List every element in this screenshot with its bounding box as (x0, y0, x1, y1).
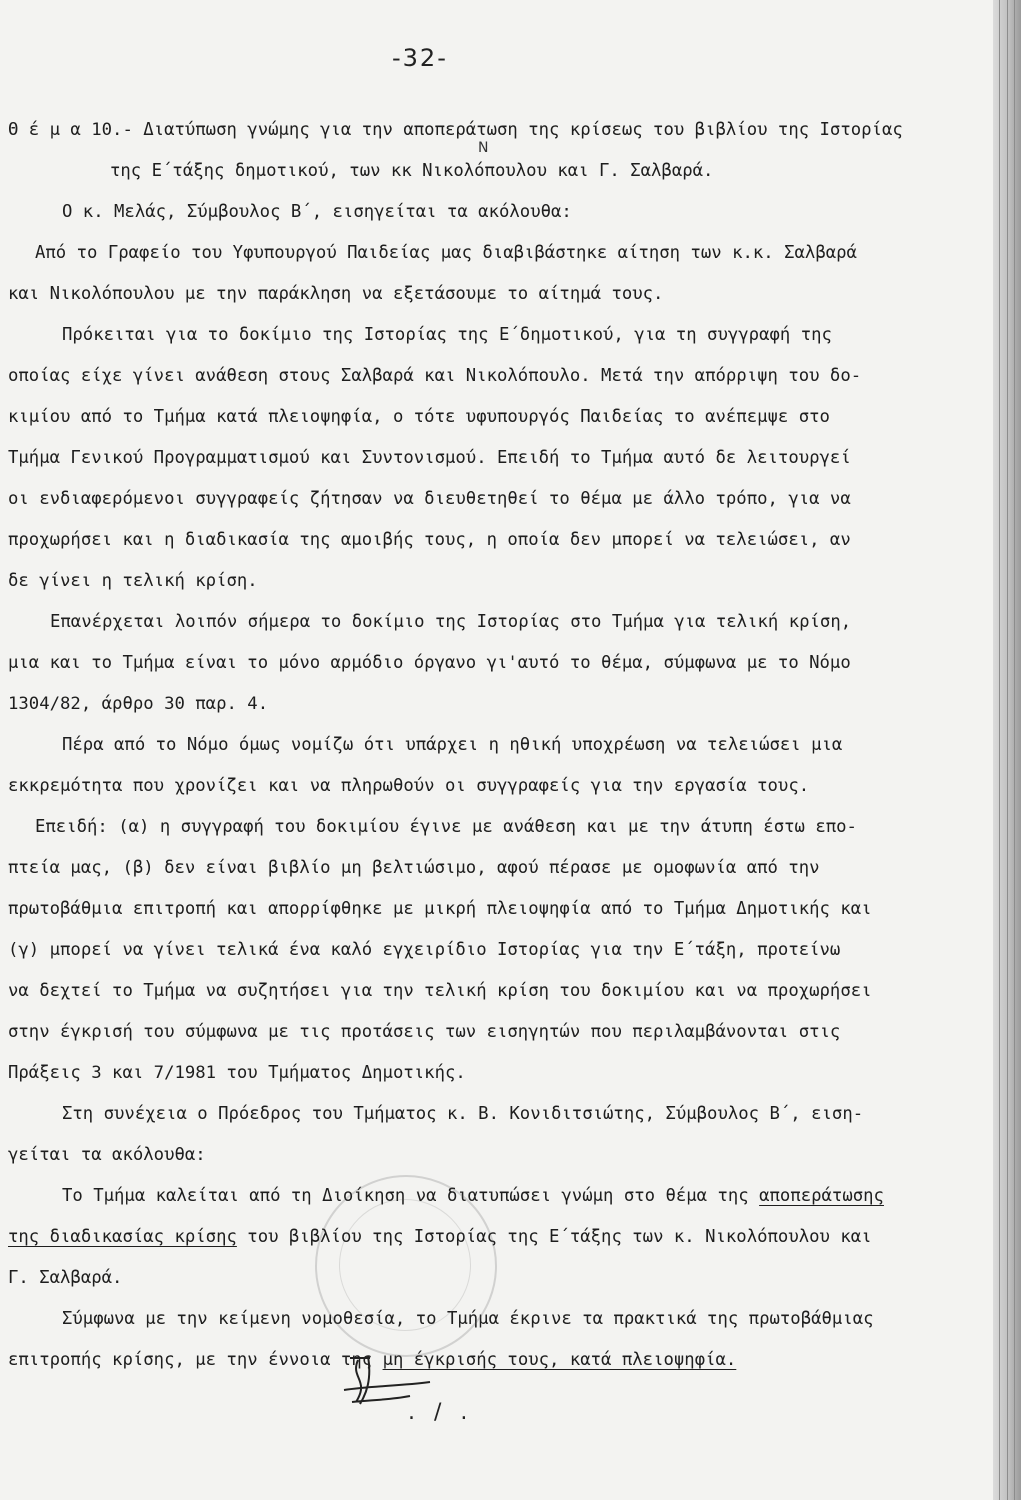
paragraph-line: κιμίου από το Τμήμα κατά πλειοψηφία, ο τότε υφυπουργός Παιδείας το ανέπεμψε στο (8, 407, 830, 427)
paragraph-line: πρωτοβάθμια επιτροπή και απορρίφθηκε με μικρή πλειοψηφία από το Τμήμα Δημοτικής και (8, 899, 872, 919)
continuation-mark: . / . (408, 1400, 474, 1425)
handwritten-correction: N (478, 140, 489, 156)
paragraph-line: της Ε΄τάξης δημοτικού, των κκ Νικολόπουλου και Γ. Σαλβαρά. (110, 161, 714, 181)
paragraph-line: οποίας είχε γίνει ανάθεση στους Σαλβαρά και Νικολόπουλο. Μετά την απόρριψη του δο- (8, 366, 862, 386)
paragraph-line (62, 1186, 884, 1206)
paragraph-line: στην έγκρισή του σύμφωνα με τις προτάσεις των εισηγητών που περιλαμβάνονται στις (8, 1022, 841, 1042)
page-number: -32- (392, 44, 448, 72)
paragraph-line: (γ) μπορεί να γίνει τελικά ένα καλό εγχειρίδιο Ιστορίας για την Ε΄τάξη, προτείνω (8, 940, 841, 960)
official-stamp (315, 1175, 497, 1357)
paragraph-line: να δεχτεί το Τμήμα να συζητήσει για την τελική κρίση του δοκιμίου και να προχωρήσει (8, 981, 872, 1001)
paragraph-line: Θ έ μ α 10.- Διατύπωση γνώμης για την αποπεράτωση της κρίσεως του βιβλίου της Ιστορίας (8, 120, 903, 140)
paragraph-line: προχωρήσει και η διαδικασία της αμοιβής τους, η οποία δεν μπορεί να τελειώσει, αν (8, 530, 851, 550)
paragraph-line: Σύμφωνα με την κείμενη νομοθεσία, το Τμήμα έκρινε τα πρακτικά της πρωτοβάθμιας (62, 1309, 874, 1329)
paragraph-line: 1304/82, άρθρο 30 παρ. 4. (8, 694, 269, 714)
paragraph-line: Πρόκειται για το δοκίμιο της Ιστορίας της Ε΄δημοτικού, για τη συγγραφή της (62, 325, 832, 345)
underlined-text: αποπεράτωσης (759, 1186, 884, 1206)
paragraph-line: μια και το Τμήμα είναι το μόνο αρμόδιο όργανο γι'αυτό το θέμα, σύμφωνα με το Νόμο (8, 653, 851, 673)
paragraph-line: και Νικολόπουλου με την παράκληση να εξετάσουμε το αίτημά τους. (8, 284, 664, 304)
binding-edge (993, 0, 1021, 1500)
paragraph-line: πτεία μας, (β) δεν είναι βιβλίο μη βελτιώσιμο, αφού πέρασε με ομοφωνία από την (8, 858, 820, 878)
paragraph-line: γείται τα ακόλουθα: (8, 1145, 206, 1165)
paragraph-line: Επειδή: (α) η συγγραφή του δοκιμίου έγινε με ανάθεση και με την άτυπη έστω επο- (35, 817, 857, 837)
text-run: Το Τμήμα καλείται από τη Διοίκηση να διατυπώσει γνώμη στο θέμα της (62, 1186, 760, 1206)
underlined-text: μη έγκρισής τους, κατά πλειοψηφία. (382, 1350, 737, 1370)
paragraph-line: Γ. Σαλβαρά. (8, 1268, 123, 1288)
paragraph-line: Από το Γραφείο του Υφυπουργού Παιδείας μας διαβιβάστηκε αίτηση των κ.κ. Σαλβαρά (35, 243, 857, 263)
paragraph-line: Τμήμα Γενικού Προγραμματισμού και Συντονισμού. Επειδή το Τμήμα αυτό δε λειτουργεί (8, 448, 851, 468)
text-run: του βιβλίου της Ιστορίας της Ε΄τάξης των κ. Νικολόπουλου και (236, 1227, 872, 1247)
underlined-text: της διαδικασίας κρίσης (8, 1227, 237, 1247)
paragraph-line: δε γίνει η τελική κρίση. (8, 571, 258, 591)
text-run: επιτροπής κρίσης, με την έννοια της (8, 1350, 383, 1370)
paragraph-line: Επανέρχεται λοιπόν σήμερα το δοκίμιο της Ιστορίας στο Τμήμα για τελική κρίση, (50, 612, 852, 632)
paragraph-line: Ο κ. Μελάς, Σύμβουλος Β΄, εισηγείται τα ακόλουθα: (62, 202, 572, 222)
paragraph-line: Πράξεις 3 και 7/1981 του Τμήματος Δημοτικής. (8, 1063, 466, 1083)
paragraph-line: εκκρεμότητα που χρονίζει και να πληρωθούν οι συγγραφείς για την εργασία τους. (8, 776, 810, 796)
paragraph-line: Πέρα από το Νόμο όμως νομίζω ότι υπάρχει η ηθική υποχρέωση να τελειώσει μια (62, 735, 843, 755)
paragraph-line: Στη συνέχεια ο Πρόεδρος του Τμήματος κ. Β. Κονιδιτσιώτης, Σύμβουλος Β΄, ειση- (62, 1104, 864, 1124)
paragraph-line: οι ενδιαφερόμενοι συγγραφείς ζήτησαν να διευθετηθεί το θέμα με άλλο τρόπο, για να (8, 489, 851, 509)
